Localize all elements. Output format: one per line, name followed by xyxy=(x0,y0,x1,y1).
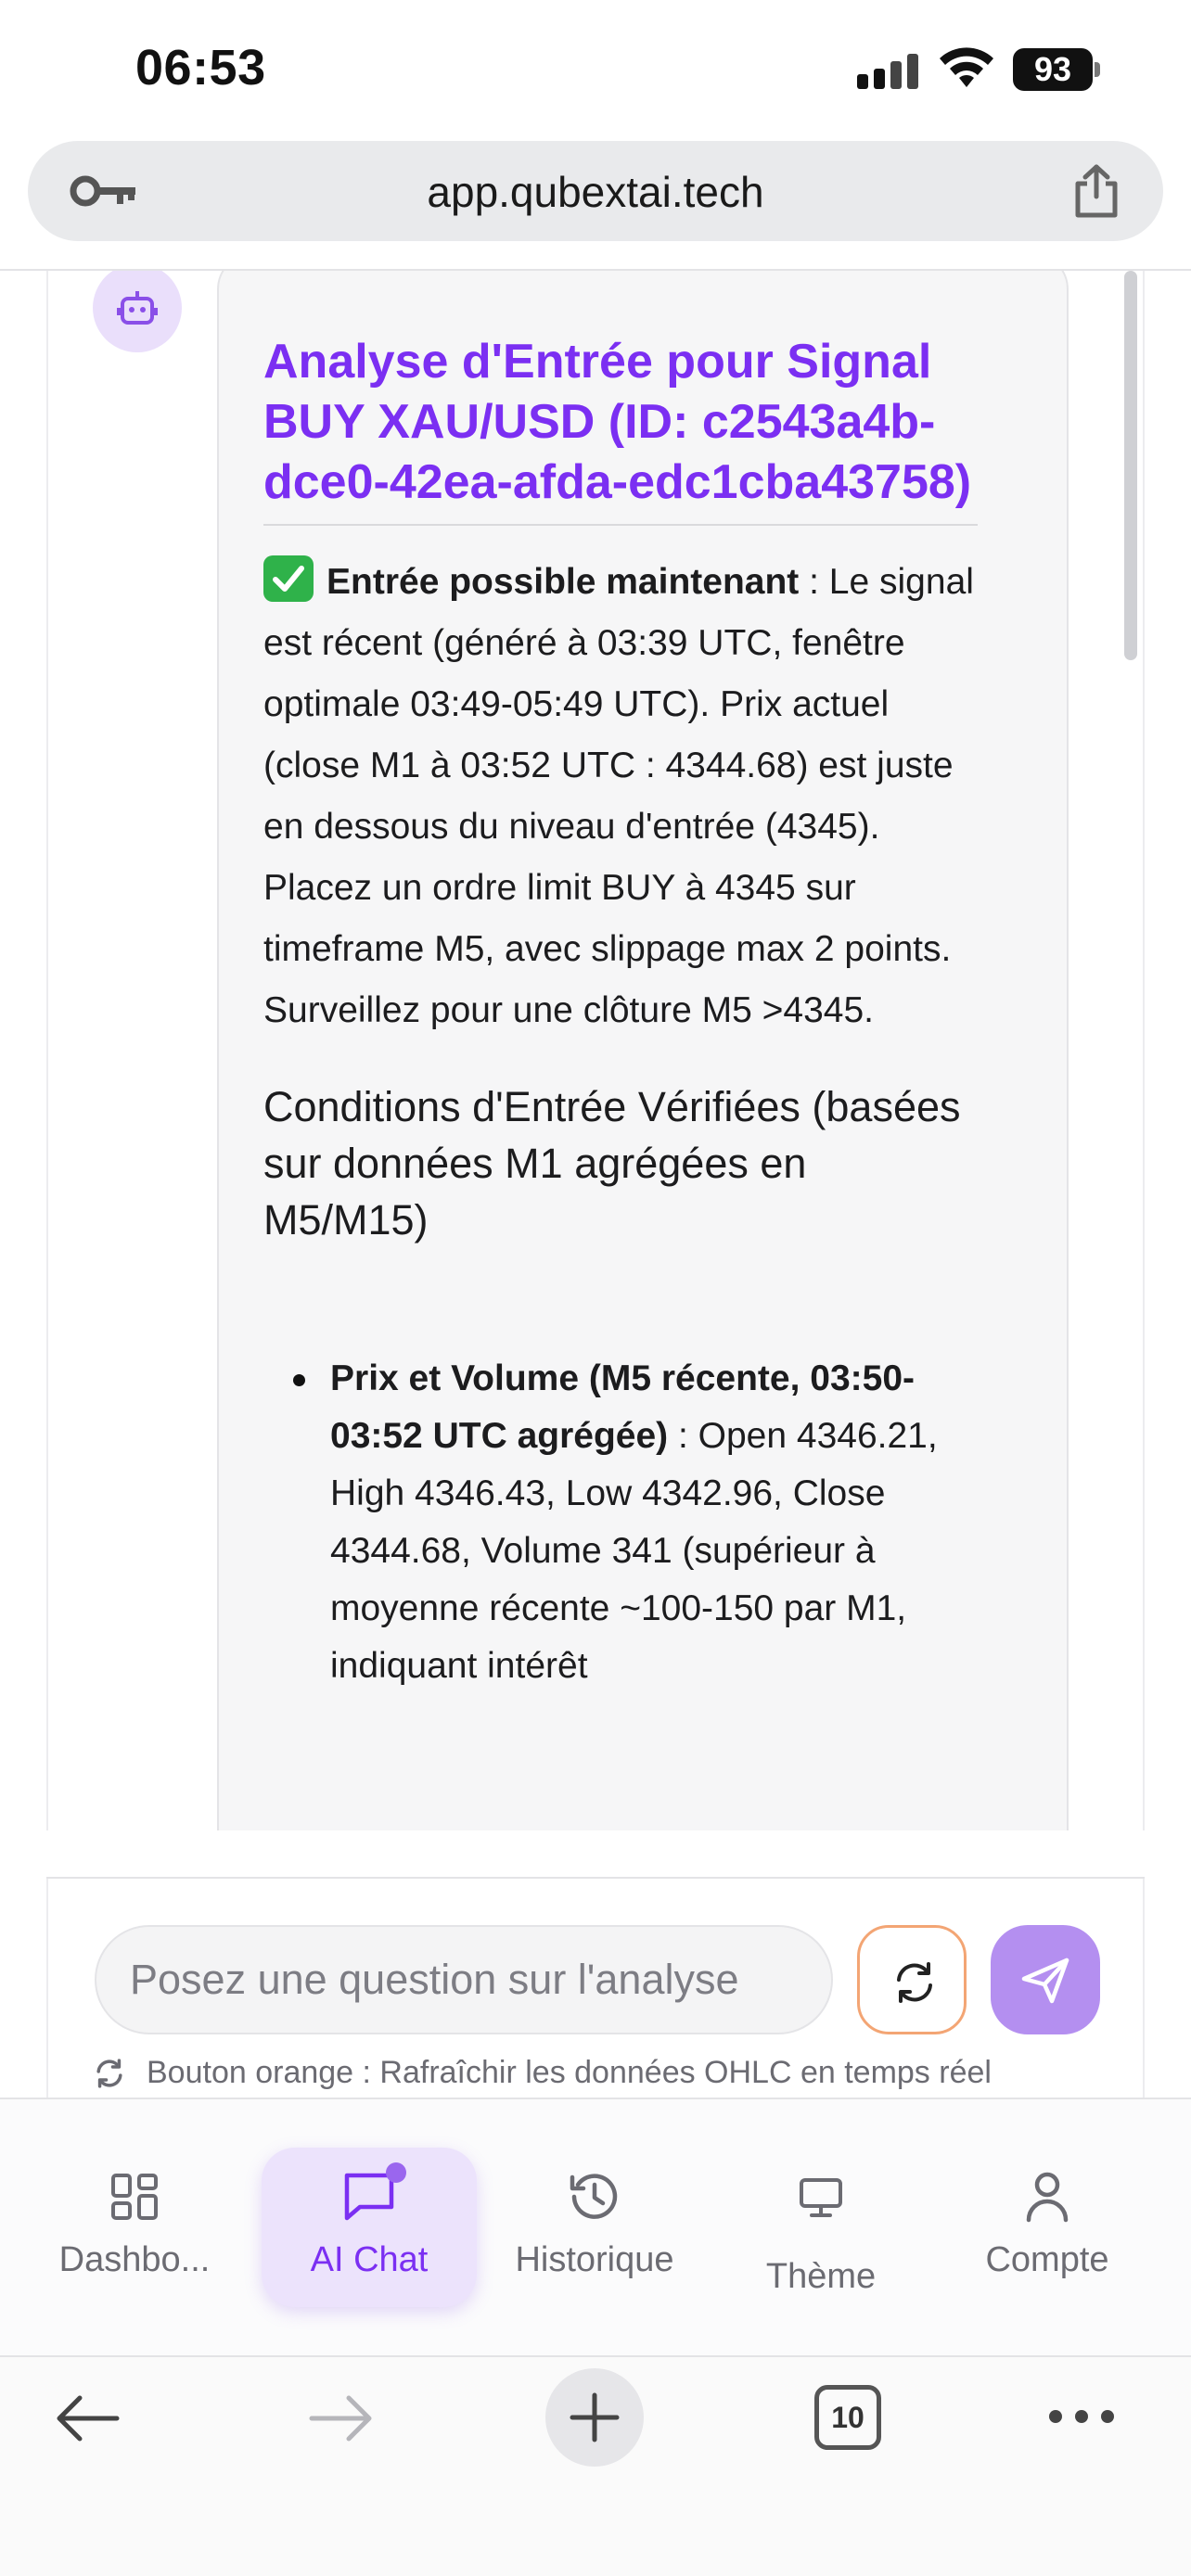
history-icon xyxy=(569,2172,621,2222)
battery-icon xyxy=(1013,48,1100,91)
message-title: Analyse d'Entrée pour Signal BUY XAU/USD (ID: c2543a4b-dce0-42ea-afda-edc1cba43758) xyxy=(263,335,972,509)
list-item xyxy=(330,1350,978,1695)
nav-label-ai-chat: AI Chat xyxy=(310,2240,429,2279)
nav-item-account[interactable] xyxy=(944,2099,1150,2355)
more-icon[interactable] xyxy=(1048,2409,1115,2424)
status-time: 06:53 xyxy=(135,40,266,96)
bot-avatar xyxy=(93,271,182,352)
new-tab-button[interactable] xyxy=(545,2368,644,2467)
conditions-list xyxy=(263,1350,978,1695)
entry-text: : Le signal est récent (généré à 03:39 UTC, fenêtre optimale 03:49-05:49 UTC). Prix actuel (close M1 à 03:52 UTC : 4344.68) est juste en dessous du niveau d'entrée (4345). Placez un ordre limit BUY à 4345 sur timeframe M5, avec slippage max 2 points. Surveillez pour une clôture M5 >4345. xyxy=(263,562,974,1030)
dashboard-icon xyxy=(109,2172,160,2222)
entry-status: Entrée possible maintenant xyxy=(327,562,800,602)
refresh-hint xyxy=(95,2055,992,2091)
bullet-title: Prix et Volume (M5 récente, 03:50-03:52 UTC agrégée) xyxy=(330,1358,916,1456)
notification-dot xyxy=(386,2162,406,2183)
refresh-icon xyxy=(893,1961,936,2004)
entry-paragraph xyxy=(263,552,978,1041)
bullet-text: : Open 4346.21, High 4346.43, Low 4342.96, Close 4344.68, Volume 341 (supérieur à moyenne récente ~100-150 par M1, indiquant intérêt xyxy=(330,1416,938,1686)
nav-item-dashboard[interactable] xyxy=(32,2099,237,2355)
nav-label-dashboard: Dashbo... xyxy=(58,2240,211,2279)
nav-item-theme[interactable] xyxy=(718,2099,924,2355)
scrollbar[interactable] xyxy=(1124,271,1137,660)
bot-message xyxy=(217,271,1069,1830)
url-bar[interactable] xyxy=(28,141,1163,241)
share-icon[interactable] xyxy=(1070,163,1122,219)
send-icon xyxy=(1020,1957,1070,2005)
status-bar xyxy=(0,0,1191,139)
nav-label-theme: Thème xyxy=(765,2257,877,2296)
cellular-signal-icon xyxy=(857,52,918,89)
user-icon xyxy=(1025,2170,1069,2224)
forward-icon[interactable] xyxy=(308,2394,375,2442)
question-input[interactable] xyxy=(95,1925,833,2034)
message-divider xyxy=(263,524,978,526)
nav-item-ai-chat[interactable] xyxy=(262,2099,477,2355)
nav-label-history: Historique xyxy=(515,2240,674,2279)
plus-icon xyxy=(569,2391,621,2443)
nav-label-account: Compte xyxy=(985,2240,1109,2279)
tabs-button[interactable]: 10 xyxy=(814,2385,881,2450)
monitor-icon xyxy=(799,2177,843,2218)
chat-input-area xyxy=(46,1879,1145,2098)
refresh-hint-text: Bouton orange : Rafraîchir les données OHLC en temps réel xyxy=(147,2055,992,2090)
back-icon[interactable] xyxy=(54,2394,121,2442)
check-icon xyxy=(263,555,314,602)
send-button[interactable] xyxy=(991,1925,1100,2034)
bottom-nav xyxy=(0,2099,1191,2355)
nav-item-history[interactable] xyxy=(492,2099,698,2355)
refresh-icon xyxy=(95,2059,124,2088)
url-text: app.qubextai.tech xyxy=(427,168,764,216)
battery-level: 93 xyxy=(1013,48,1093,91)
chat-messages[interactable] xyxy=(46,271,1145,1830)
wifi-icon xyxy=(937,46,996,91)
section-heading: Conditions d'Entrée Vérifiées (basées sur données M1 agrégées en M5/M15) xyxy=(263,1083,961,1243)
bot-icon xyxy=(117,287,158,328)
browser-toolbar xyxy=(0,2357,1191,2576)
refresh-button[interactable] xyxy=(857,1925,967,2034)
